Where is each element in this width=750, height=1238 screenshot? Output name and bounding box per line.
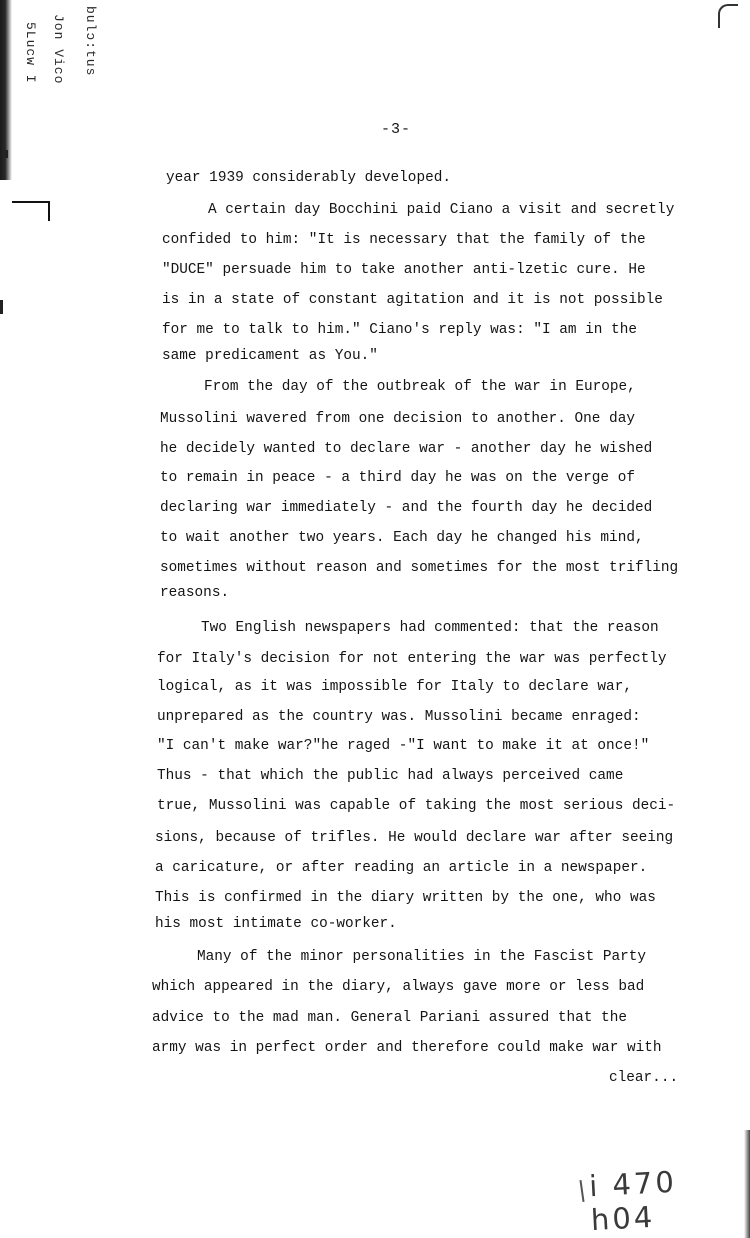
page-number: -3- <box>381 121 412 138</box>
handwritten-note: i 470 h04 <box>588 1164 678 1238</box>
stamp-line: Jon Vico <box>51 14 66 85</box>
text-line: "I can't make war?"he raged -"I want to make it at once!" <box>157 738 650 754</box>
text-line: sions, because of trifles. He would declare war after seeing <box>155 830 674 846</box>
text-line: true, Mussolini was capable of taking the most serious deci- <box>157 798 676 814</box>
handwriting-tick <box>579 1180 584 1202</box>
corner-mark <box>718 4 738 28</box>
text-line: army was in perfect order and therefore could make war with <box>152 1040 662 1056</box>
text-line: declaring war immediately - and the fourth day he decided <box>160 500 653 516</box>
text-line: unprepared as the country was. Mussolini became enraged: <box>157 709 641 725</box>
text-line: Two English newspapers had commented: that the reason <box>201 620 659 636</box>
text-line: year 1939 considerably developed. <box>166 170 451 186</box>
text-line: to remain in peace - a third day he was on the verge of <box>160 470 635 486</box>
text-line: for Italy's decision for not entering the war was perfectly <box>157 651 667 667</box>
text-line: "DUCE" persuade him to take another anti-lzetic cure. He <box>162 262 646 278</box>
text-line: reasons. <box>160 585 230 601</box>
text-line: Mussolini wavered from one decision to another. One day <box>160 411 635 427</box>
text-line: From the day of the outbreak of the war in Europe, <box>204 379 636 395</box>
stamp-line: 5Lucw I <box>23 22 38 84</box>
text-line: This is confirmed in the diary written by the one, who was <box>155 890 656 906</box>
text-line: sometimes without reason and sometimes for the most trifling <box>160 560 679 576</box>
scan-speck <box>0 300 3 314</box>
text-line: same predicament as You." <box>162 348 378 364</box>
text-line: for me to talk to him." Ciano's reply was: "I am in the <box>162 322 637 338</box>
scan-speck <box>2 150 8 158</box>
text-line: his most intimate co-worker. <box>155 916 397 932</box>
margin-bracket <box>12 201 50 221</box>
text-line: which appeared in the diary, always gave more or less bad <box>152 979 645 995</box>
text-line: Thus - that which the public had always perceived came <box>157 768 624 784</box>
text-line: confided to him: "It is necessary that the family of the <box>162 232 646 248</box>
text-line: A certain day Bocchini paid Ciano a visit and secretly <box>208 202 675 218</box>
text-line: logical, as it was impossible for Italy to declare war, <box>157 679 632 695</box>
text-line: clear... <box>609 1070 679 1086</box>
text-line: advice to the mad man. General Pariani assured that the <box>152 1010 627 1026</box>
text-line: to wait another two years. Each day he changed his mind, <box>160 530 644 546</box>
stamp-line: bulɔ:tus <box>83 6 98 77</box>
text-line: he decidely wanted to declare war - another day he wished <box>160 441 653 457</box>
text-line: Many of the minor personalities in the Fascist Party <box>197 949 647 965</box>
text-line: a caricature, or after reading an article in a newspaper. <box>155 860 648 876</box>
text-line: is in a state of constant agitation and it is not possible <box>162 292 663 308</box>
scan-edge <box>744 1130 750 1238</box>
